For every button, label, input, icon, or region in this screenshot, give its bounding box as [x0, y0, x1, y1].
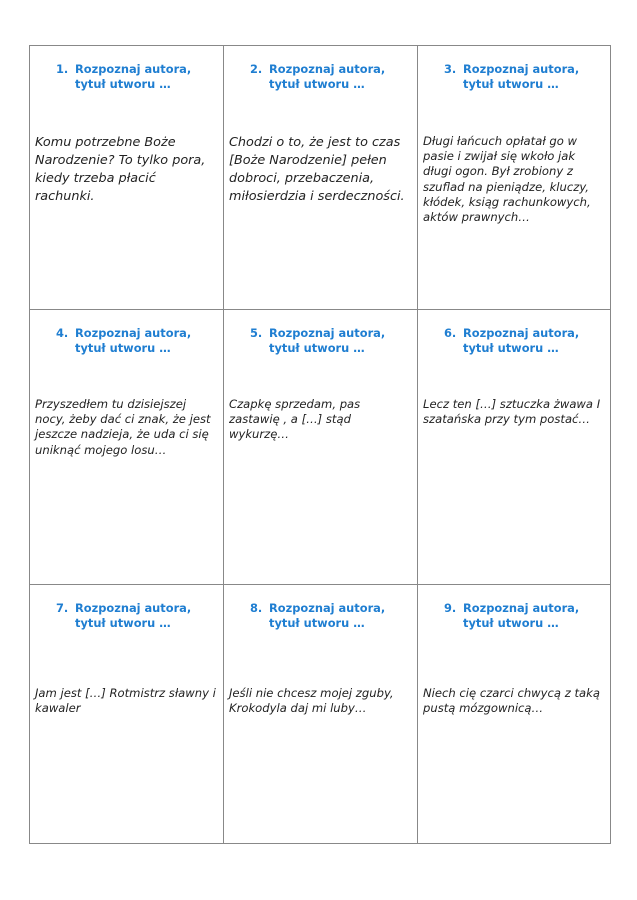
card-number: 9. [444, 601, 457, 615]
card-number: 6. [444, 326, 457, 340]
card-9 [417, 584, 611, 844]
card-2 [223, 45, 417, 309]
card-quote: Niech cię czarci chwycą z taką pustą mózgownicą… [423, 686, 600, 716]
card-quote: Chodzi o to, że jest to czas [Boże Narodzenie] pełen dobroci, przebaczenia, miłosierdzia i serdeczności. [229, 135, 405, 204]
card-number: 7. [56, 601, 69, 615]
card-heading [444, 601, 604, 631]
card-heading [444, 326, 604, 356]
card-4 [29, 309, 223, 584]
card-number: 5. [250, 326, 263, 340]
card-1 [29, 45, 223, 309]
card-quote: Lecz ten […] sztuczka żwawa I szatańska przy tym postać… [423, 397, 601, 427]
card-heading [56, 601, 216, 631]
card-heading [56, 62, 216, 92]
card-number: 2. [250, 62, 263, 76]
card-heading [444, 62, 604, 92]
card-heading [250, 601, 410, 631]
card-heading-text: Rozpoznaj autora, tytuł utworu … [463, 326, 580, 355]
card-number: 4. [56, 326, 69, 340]
card-heading-text: Rozpoznaj autora, tytuł utworu … [269, 601, 386, 630]
card-3 [417, 45, 611, 309]
card-heading [250, 326, 410, 356]
card-grid [29, 45, 611, 844]
card-5 [223, 309, 417, 584]
card-quote: Czapkę sprzedam, pas zastawię , a […] stąd wykurzę… [229, 397, 361, 442]
card-heading [56, 326, 216, 356]
card-heading-text: Rozpoznaj autora, tytuł utworu … [75, 62, 192, 91]
card-7 [29, 584, 223, 844]
card-number: 8. [250, 601, 263, 615]
card-heading-text: Rozpoznaj autora, tytuł utworu … [75, 601, 192, 630]
card-8 [223, 584, 417, 844]
card-quote: Komu potrzebne Boże Narodzenie? To tylko pora, kiedy trzeba płacić rachunki. [35, 135, 206, 204]
card-heading-text: Rozpoznaj autora, tytuł utworu … [463, 601, 580, 630]
card-heading-text: Rozpoznaj autora, tytuł utworu … [269, 326, 386, 355]
card-quote: Długi łańcuch opłatał go w pasie i zwijał się wkoło jak długi ogon. Był zrobiony z szuflad na pieniądze, kluczy, kłódek, ksiąg rachunkowych, aktów prawnych… [423, 134, 591, 225]
card-heading-text: Rozpoznaj autora, tytuł utworu … [463, 62, 580, 91]
card-6 [417, 309, 611, 584]
card-quote: Przyszedłem tu dzisiejszej nocy, żeby dać ci znak, że jest jeszcze nadzieja, że uda ci się uniknąć mojego losu… [35, 397, 211, 457]
card-number: 1. [56, 62, 69, 76]
card-heading-text: Rozpoznaj autora, tytuł utworu … [269, 62, 386, 91]
card-quote: Jeśli nie chcesz mojej zguby, Krokodyla daj mi luby… [229, 686, 394, 716]
card-heading-text: Rozpoznaj autora, tytuł utworu … [75, 326, 192, 355]
card-heading [250, 62, 410, 92]
card-number: 3. [444, 62, 457, 76]
card-quote: Jam jest […] Rotmistrz sławny i kawaler [35, 686, 216, 716]
